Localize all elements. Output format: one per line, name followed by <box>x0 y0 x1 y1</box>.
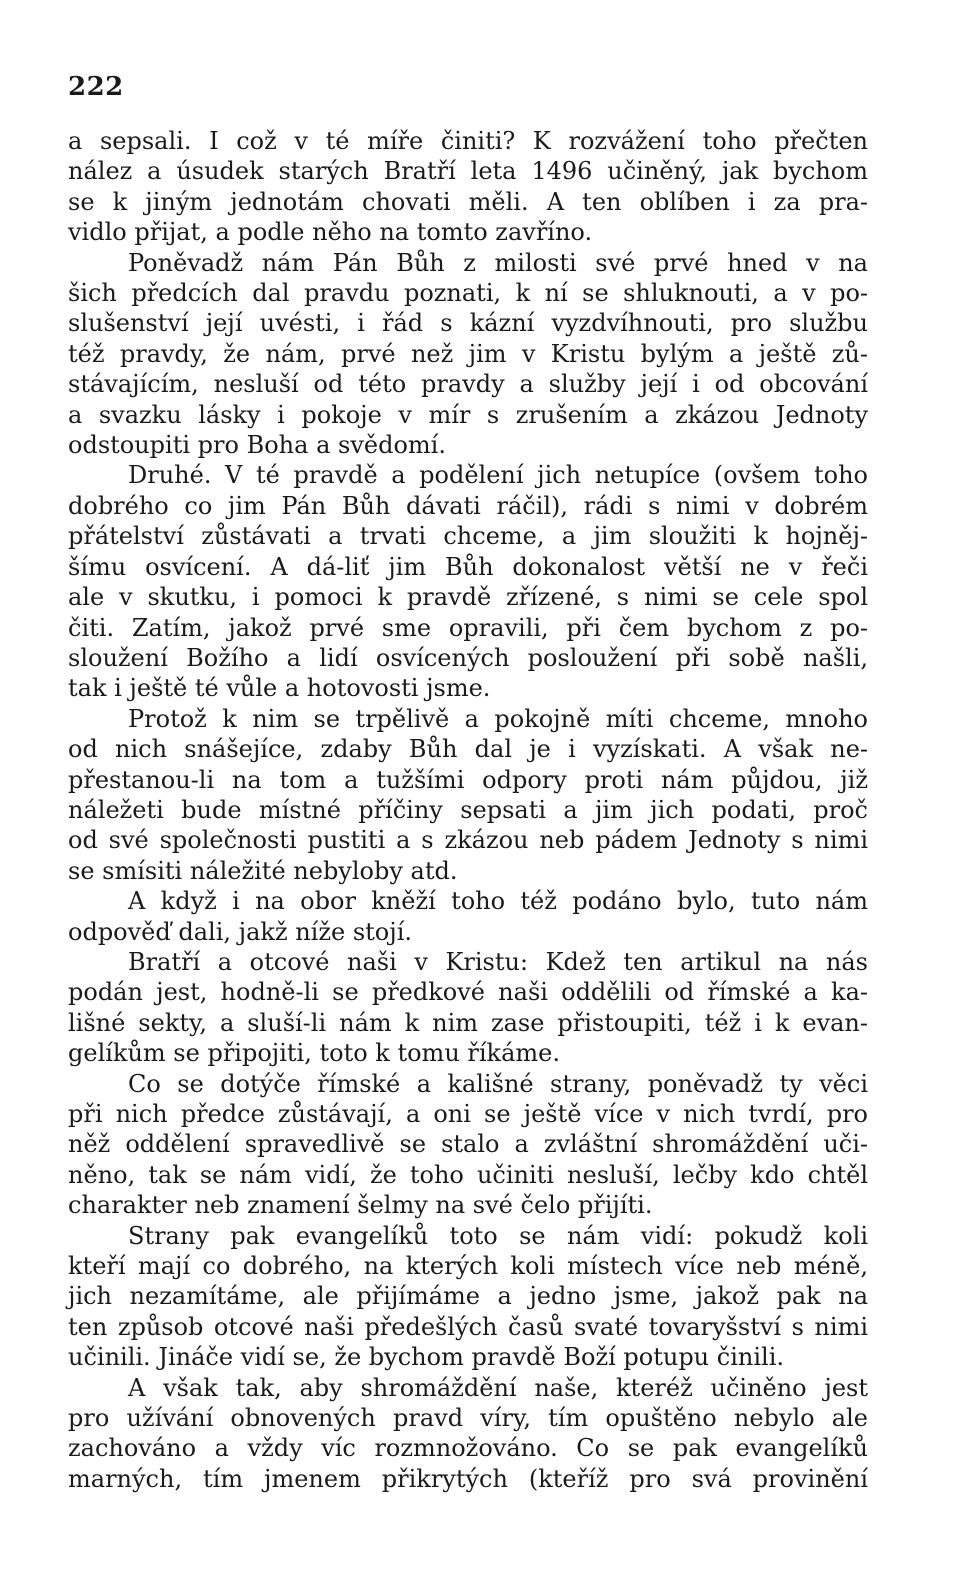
text-line: od nich snášejíce, zdaby Bůh dal je i vyzískati. A však ne- <box>68 735 868 764</box>
text-line: A však tak, aby shromáždění naše, kteréž učiněno jest <box>128 1373 868 1402</box>
text-line: sloužení Božího a lidí osvícených posloužení při sobě našli, <box>68 643 868 672</box>
text-line: něno, tak se nám vidí, že toho učiniti nesluší, lečby kdo chtěl <box>68 1160 868 1189</box>
body-text <box>68 126 868 1494</box>
text-line: jich nezamítáme, ale přijímáme a jedno jsme, jakož pak na <box>68 1282 868 1311</box>
text-line: Poněvadž nám Pán Bůh z milosti své prvé hned v na <box>128 248 868 277</box>
text-line: učinili. Jináče vidí se, že bychom pravdě Boží potupu činili. <box>68 1343 784 1372</box>
text-line: odstoupiti pro Boha a svědomí. <box>68 431 446 460</box>
text-line: A když i na obor kněží toho též podáno bylo, tuto nám <box>128 887 868 916</box>
text-line: při nich předce zůstávají, a oni se ještě více v nich tvrdí, pro <box>68 1100 868 1128</box>
text-line: náležeti bude místné příčiny sepsati a jim jich podati, proč <box>68 795 868 824</box>
text-line: stávajícím, nesluší od této pravdy a služby její i od obcování <box>68 370 868 399</box>
text-line: kteří mají co dobrého, na kterých koli místech více neb méně, <box>68 1252 868 1281</box>
text-line: ale v skutku, i pomoci k pravdě zřízené, s nimi se cele spol <box>68 583 868 612</box>
text-line: charakter neb znamení šelmy na své čelo přijíti. <box>68 1191 653 1220</box>
text-line: přátelství zůstávati a trvati chceme, a jim sloužiti k hojněj- <box>68 522 868 551</box>
text-line: gelíkům se připojiti, toto k tomu říkáme. <box>68 1039 560 1068</box>
text-line: šímu osvícení. A dá-liť jim Bůh dokonalost větší ne v řeči <box>68 552 868 581</box>
text-line: se smísiti náležité nebyloby atd. <box>68 856 458 885</box>
text-line: odpověď dali, jakž níže stojí. <box>68 917 412 946</box>
text-line: se k jiným jednotám chovati měli. A ten oblíben i za pra- <box>68 187 868 216</box>
text-line: též pravdy, že nám, prvé než jim v Kristu bylým a ještě zů- <box>68 339 868 368</box>
text-line: tak i ještě té vůle a hotovosti jsme. <box>68 674 491 703</box>
text-line: přestanou-li na tom a tužšími odpory proti nám půjdou, již <box>68 765 868 794</box>
text-line: Strany pak evangelíků toto se nám vidí: pokudž koli <box>128 1221 868 1250</box>
text-line: a svazku lásky i pokoje v mír s zrušením a zkázou Jednoty <box>68 400 868 429</box>
text-line: Bratří a otcové naši v Kristu: Kdež ten artikul na nás <box>128 947 868 976</box>
text-line: podán jest, hodně-li se předkové naši oddělili od římské a ka- <box>68 978 868 1007</box>
page-number: 222 <box>68 72 124 102</box>
text-line: ten způsob otcové naši předešlých časů svaté tovaryšství s nimi <box>68 1312 868 1341</box>
text-line: něž oddělení spravedlivě se stalo a zvláštní shromáždění uči- <box>68 1130 868 1159</box>
text-line: čiti. Zatím, jakož prvé sme opravili, při čem bychom z po- <box>68 613 868 642</box>
text-line: vidlo přijat, a podle něho na tomto zavříno. <box>68 218 593 247</box>
text-line: Co se dotýče římské a kališné strany, poněvadž ty věci <box>128 1069 868 1098</box>
text-line: marných, tím jmenem přikrytých (kteříž pro svá provinění <box>68 1464 868 1493</box>
text-line: zachováno a vždy víc rozmnožováno. Co se pak evangelíků <box>68 1434 868 1463</box>
text-line: dobrého co jim Pán Bůh dávati ráčil), rádi s nimi v dobrém <box>68 491 868 520</box>
text-line: slušenství její uvésti, i řád s kázní vyzdvíhnouti, pro službu <box>68 309 868 338</box>
text-line: a sepsali. I což v té míře činiti? K rozvážení toho přečten <box>68 127 868 155</box>
text-line: Druhé. V té pravdě a podělení jich netupíce (ovšem toho <box>128 461 868 490</box>
text-line: lišné sekty, a sluší-li nám k nim zase přistoupiti, též i k evan- <box>68 1008 868 1037</box>
text-line: šich předcích dal pravdu poznati, k ní se shluknouti, a v po- <box>68 279 868 308</box>
text-line: od své společnosti pustiti a s zkázou neb pádem Jednoty s nimi <box>68 826 868 855</box>
text-line: nález a úsudek starých Bratří leta 1496 učiněný, jak bychom <box>68 157 868 186</box>
text-line: pro užívání obnovených pravd víry, tím opuštěno nebylo ale <box>68 1404 868 1433</box>
text-line: Protož k nim se trpělivě a pokojně míti chceme, mnoho <box>128 704 868 733</box>
